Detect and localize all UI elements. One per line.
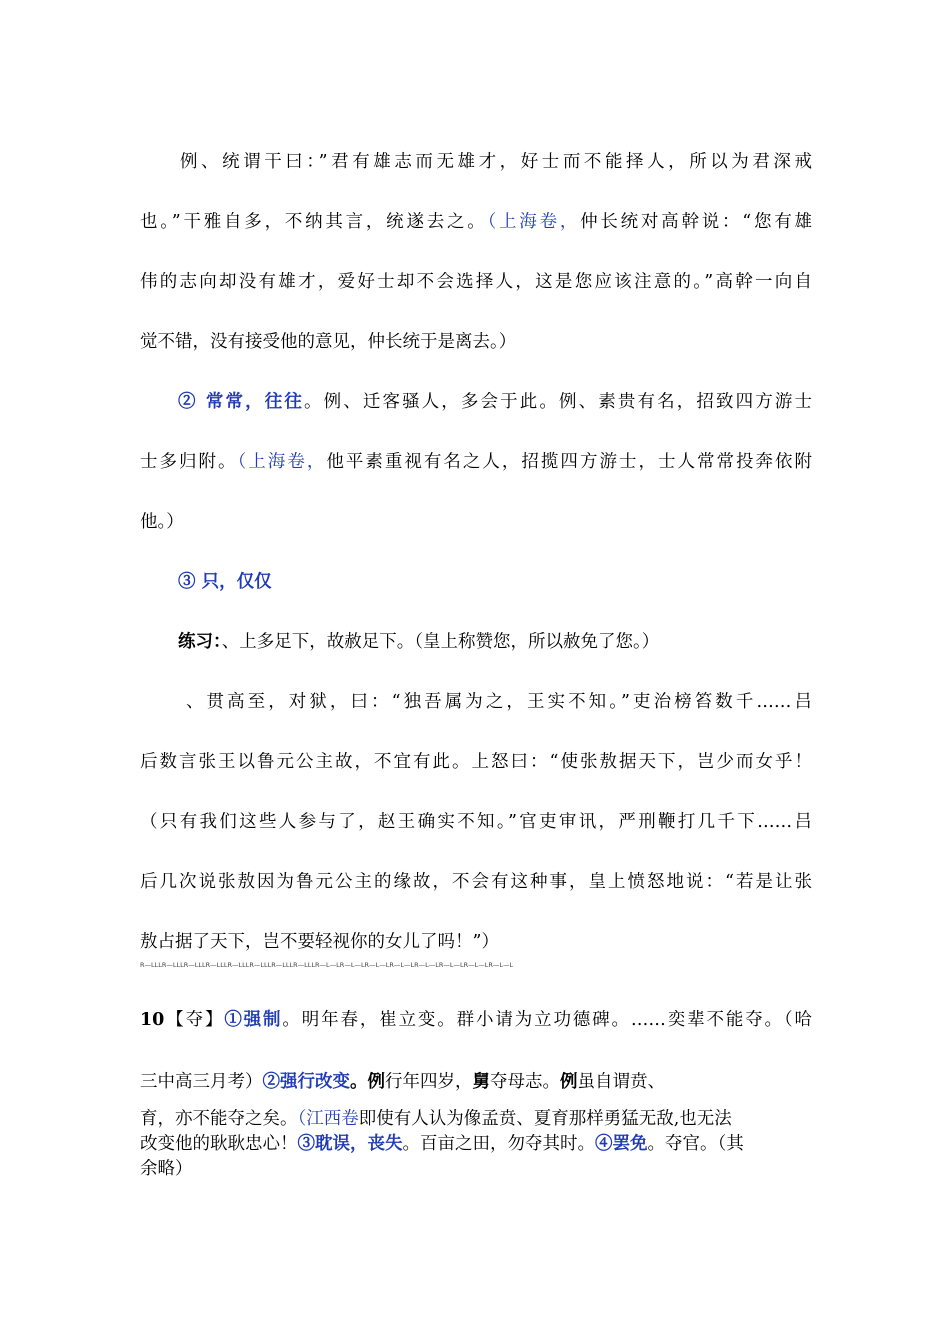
text: 伟的志向却没有雄才，爱好士却不会选择人，这是您应该注意的。”高幹一向自	[140, 272, 812, 292]
text: 。例、迁客骚人，多会于此。例、素贵有名，招致四方游士	[303, 392, 813, 412]
p2-line-1	[178, 390, 812, 414]
text: 例、统谓干曰：”君有雄志而无雄才，好士而不能择人，所以为君深戒	[180, 152, 812, 172]
meaning-heading: ②强行改变	[262, 1072, 350, 1092]
meaning-heading: ② 常常，往往	[178, 392, 304, 412]
meaning-heading: ④罢免	[595, 1134, 648, 1154]
text: 后数言张王以鲁元公主故，不宜有此。上怒曰：“使张敖据天下，岂少而女乎！	[140, 752, 812, 772]
text: （只有我们这些人参与了，赵王确实不知。”官吏审讯，严刑鞭打几千下……吕	[140, 812, 812, 832]
emphasis: 舅	[472, 1072, 490, 1092]
p4-line-1	[178, 630, 850, 654]
p5-line-3	[140, 810, 812, 834]
p6-line-1	[140, 1008, 812, 1032]
text: 三中高三月考）	[140, 1072, 263, 1092]
text: 夺母志。	[490, 1072, 560, 1092]
p5-line-1	[186, 690, 812, 714]
source-note: （江西卷	[297, 1109, 359, 1129]
text: 。	[350, 1072, 368, 1092]
text: 后几次说张敖因为鲁元公主的缘故，不会有这种事，皇上愤怒地说：“若是让张	[140, 872, 812, 892]
p5-line-2	[140, 750, 812, 774]
p6-line-2	[140, 1070, 812, 1094]
p1-line-1	[180, 150, 812, 174]
text: 育，亦不能夺之矣。	[140, 1109, 298, 1129]
text: 余略）	[140, 1159, 193, 1179]
p1-line-3	[140, 270, 812, 294]
separator-line: R—LLLR—LLLR—LLLR—LLLR—LLLR—LLLR—LLLR—LLLR—L—LR—L—LR—L—LR—L—LR—L—LR—L—LR—L—LR—L—L	[140, 961, 514, 969]
p5-line-5	[140, 930, 812, 954]
entry-number: 10	[140, 1010, 165, 1030]
meaning-heading: ③耽误，丧失	[297, 1134, 403, 1154]
text: 仲长统对高幹说：“您有雄	[580, 212, 812, 232]
text: 虽自谓贲、	[577, 1072, 665, 1092]
entry-word: 【夺】	[164, 1010, 225, 1030]
p1-line-4	[140, 330, 812, 354]
text: 他。）	[140, 512, 184, 532]
source-note: （上海卷，	[487, 212, 581, 232]
p6-line-5	[140, 1157, 812, 1181]
p3-line-1	[178, 570, 850, 594]
example-label: 例	[560, 1072, 578, 1092]
p6-line-3	[140, 1107, 812, 1131]
text: 即使有人认为像孟贲、夏育那样勇猛无敌,也无法	[358, 1109, 732, 1129]
text: 也。”干雅自多，不纳其言，统遂去之。	[140, 212, 488, 232]
text: 。明年春，崔立变。群小请为立功德碑。……奕辈不能夺。（哈	[282, 1010, 813, 1030]
exercise-label: 练习：	[178, 632, 222, 652]
meaning-heading: ①强制	[224, 1010, 283, 1030]
text: 。夺官。（其	[647, 1134, 744, 1154]
p2-line-3	[140, 510, 812, 534]
meaning-heading: ③ 只，仅仅	[178, 572, 272, 592]
text: 觉不错，没有接受他的意见，仲长统于是离去。）	[140, 332, 517, 352]
text: 行年四岁，	[385, 1072, 473, 1092]
example-label: 例	[367, 1072, 385, 1092]
text: 士多归附。	[140, 452, 238, 472]
text: 改变他的耿耿忠心！	[140, 1134, 298, 1154]
p1-line-2	[140, 210, 812, 234]
text: 他平素重视有名之人，招揽四方游士，士人常常投奔依附	[326, 452, 813, 472]
p6-line-4	[140, 1132, 812, 1156]
p5-line-4	[140, 870, 812, 894]
p2-line-2	[140, 450, 812, 474]
text: 、贯高至，对狱，曰：“独吾属为之，王实不知。”吏治榜笞数千……吕	[186, 692, 812, 712]
text: 。百亩之田，勿夺其时。	[402, 1134, 595, 1154]
source-note: （上海卷，	[237, 452, 327, 472]
text: 、上多足下，故赦足下。（皇上称赞您，所以赦免了您。）	[221, 632, 660, 652]
text: 敖占据了天下，岂不要轻视你的女儿了吗！”）	[140, 932, 499, 952]
